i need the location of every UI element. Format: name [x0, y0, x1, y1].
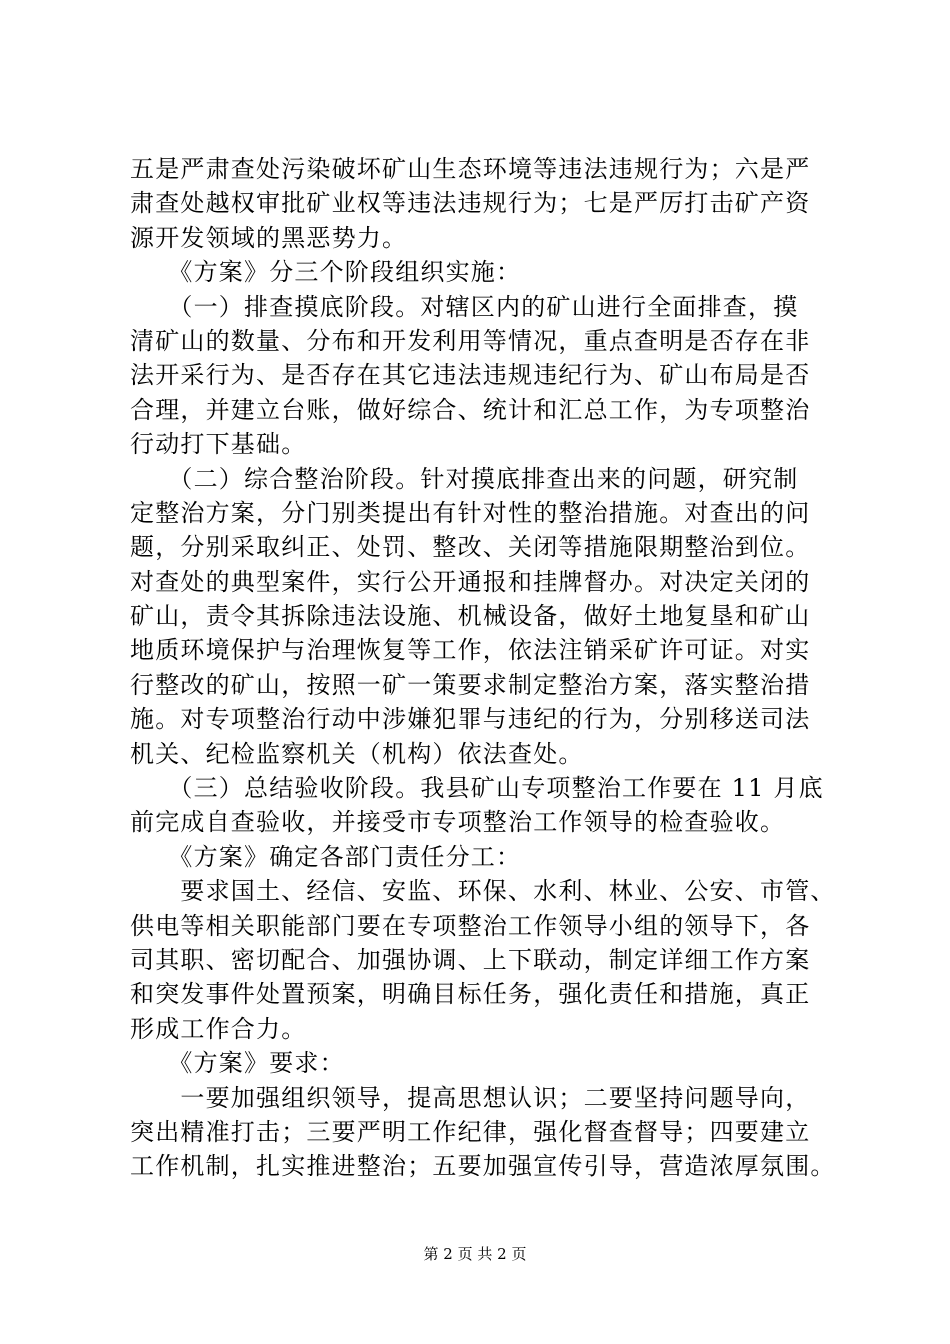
text-line: （三）总结验收阶段。我县矿山专项整治工作要在 11 月底: [130, 774, 824, 803]
text-line: 合理，并建立台账，做好综合、统计和汇总工作，为专项整治: [130, 395, 811, 424]
text-line: 机关、纪检监察机关（机构）依法查处。: [130, 739, 584, 768]
text-line: 《方案》确定各部门责任分工：: [130, 842, 522, 871]
text-line: （二）综合整治阶段。针对摸底排查出来的问题，研究制: [130, 464, 799, 493]
text-line: 法开采行为、是否存在其它违法违规违纪行为、矿山布局是否: [130, 361, 811, 390]
text-line: 源开发领域的黑恶势力。: [130, 223, 408, 252]
document-body: [130, 152, 836, 1184]
text-line: 题，分别采取纠正、处罚、整改、关闭等措施限期整治到位。: [130, 533, 811, 562]
text-line: 五是严肃查处污染破坏矿山生态环境等违法违规行为；六是严: [130, 155, 811, 183]
text-line: （一）排查摸底阶段。对辖区内的矿山进行全面排查，摸: [130, 292, 799, 321]
text-line: 行整改的矿山，按照一矿一策要求制定整治方案，落实整治措: [130, 670, 811, 699]
text-line: 供电等相关职能部门要在专项整治工作领导小组的领导下，各: [130, 911, 811, 940]
text-line: 一要加强组织领导，提高思想认识；二要坚持问题导向，: [130, 1083, 811, 1112]
text-line: 《方案》分三个阶段组织实施：: [130, 258, 522, 287]
text-line: 清矿山的数量、分布和开发利用等情况，重点查明是否存在非: [130, 326, 811, 355]
text-line: 定整治方案，分门别类提出有针对性的整治措施。对查出的问: [130, 498, 811, 527]
text-line: 矿山，责令其拆除违法设施、机械设备，做好土地复垦和矿山: [130, 602, 811, 631]
text-line: 行动打下基础。: [130, 430, 307, 459]
text-line: 地质环境保护与治理恢复等工作，依法注销采矿许可证。对实: [130, 636, 811, 665]
text-line: 和突发事件处置预案，明确目标任务，强化责任和措施，真正: [130, 980, 811, 1009]
text-line: 施。对专项整治行动中涉嫌犯罪与违纪的行为，分别移送司法: [130, 705, 811, 734]
page-number-footer: 第 2 页 共 2 页: [423, 1245, 527, 1263]
text-line: 要求国土、经信、安监、环保、水利、林业、公安、市管、: [130, 877, 836, 906]
text-line: 突出精准打击；三要严明工作纪律，强化督查督导；四要建立: [130, 1117, 811, 1146]
text-line: 《方案》要求：: [130, 1049, 345, 1078]
text-line: 前完成自查验收，并接受市专项整治工作领导的检查验收。: [130, 808, 786, 837]
text-line: 形成工作合力。: [130, 1014, 307, 1043]
text-line: 肃查处越权审批矿业权等违法违规行为；七是严厉打击矿产资: [130, 189, 811, 218]
text-line: 司其职、密切配合、加强协调、上下联动，制定详细工作方案: [130, 945, 811, 974]
text-line: 对查处的典型案件，实行公开通报和挂牌督办。对决定关闭的: [130, 567, 811, 596]
text-line: 工作机制，扎实推进整治；五要加强宣传引导，营造浓厚氛围。: [130, 1152, 836, 1181]
